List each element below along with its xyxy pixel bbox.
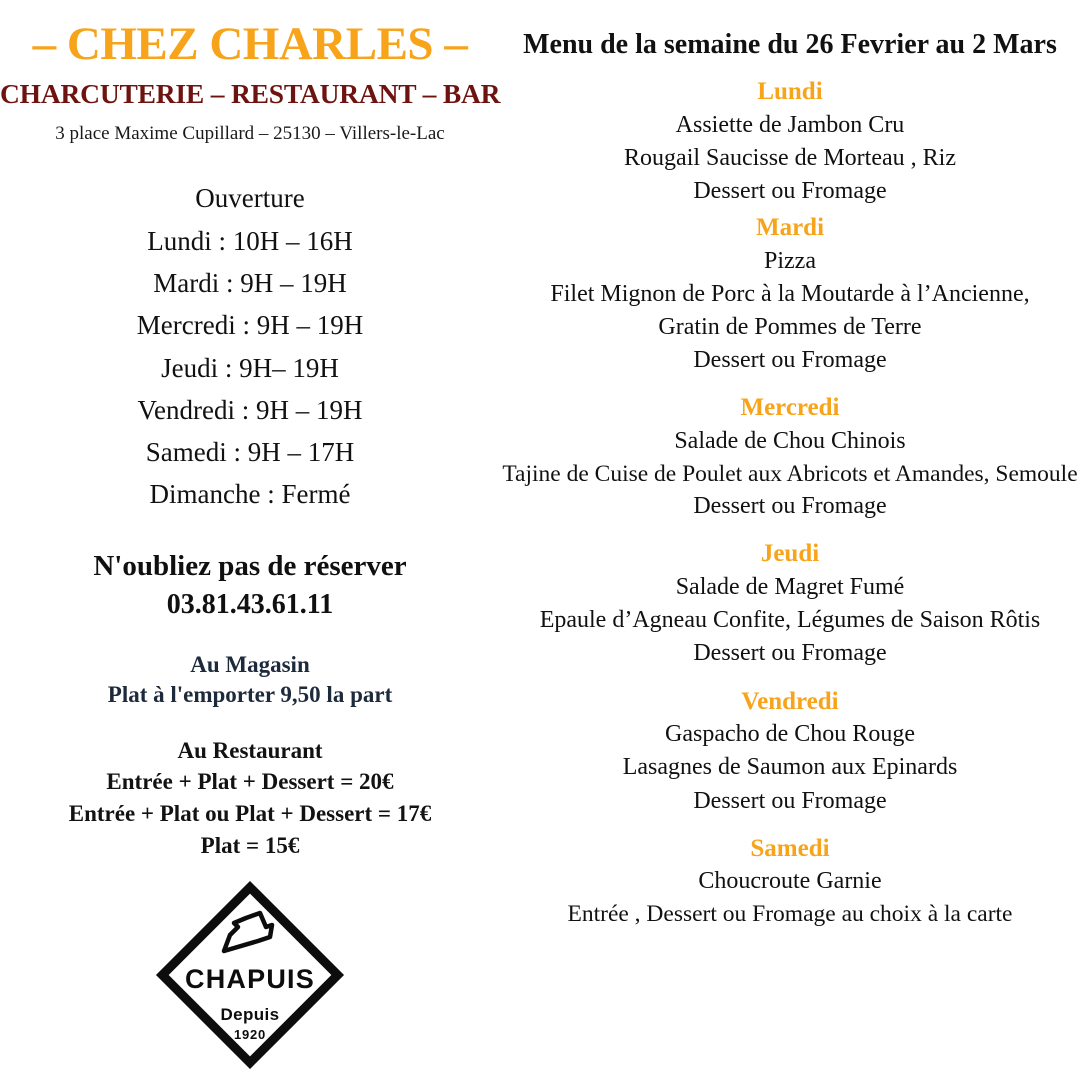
opening-hours-heading: Ouverture bbox=[195, 183, 305, 214]
reservation-phone-number[interactable]: 03.81.43.61.11 bbox=[166, 589, 334, 621]
chalet-mark-icon bbox=[224, 913, 272, 951]
dish-item: Dessert ou Fromage bbox=[693, 493, 887, 520]
day-heading-mardi: Mardi bbox=[755, 213, 825, 241]
price-main-only: Plat = 15€ bbox=[200, 832, 300, 858]
dish-item: Lasagnes de Saumon aux Epinards bbox=[622, 754, 958, 781]
logo-since-label: Depuis bbox=[220, 1005, 280, 1025]
dish-item: Salade de Magret Fumé bbox=[675, 574, 905, 601]
hours-row-mardi: Mardi : 9H – 19H bbox=[153, 268, 347, 299]
dish-item: Dessert ou Fromage bbox=[693, 640, 887, 667]
day-heading-jeudi: Jeudi bbox=[760, 540, 820, 568]
restaurant-pricing-section bbox=[0, 711, 500, 862]
day-heading-samedi: Samedi bbox=[750, 834, 830, 862]
menu-day-lundi bbox=[500, 61, 1080, 208]
restaurant-pricing-heading: Au Restaurant bbox=[177, 737, 323, 763]
hours-row-vendredi: Vendredi : 9H – 19H bbox=[137, 394, 363, 425]
takeaway-section bbox=[0, 624, 500, 711]
dish-item: Choucroute Garnie bbox=[698, 868, 882, 895]
hours-row-samedi: Samedi : 9H – 17H bbox=[145, 437, 355, 468]
dish-item: Pizza bbox=[764, 247, 816, 274]
opening-hours-section bbox=[0, 145, 500, 516]
menu-day-mercredi bbox=[500, 377, 1080, 523]
dish-item: Rougail Saucisse de Morteau , Riz bbox=[624, 144, 956, 171]
dish-item: Epaule d’Agneau Confite, Légumes de Saison Rôtis bbox=[539, 607, 1041, 634]
dish-item: Dessert ou Fromage bbox=[693, 787, 887, 814]
dish-item: Entrée , Dessert ou Fromage au choix à la carte bbox=[567, 901, 1013, 928]
chapuis-logo bbox=[0, 861, 500, 1075]
dish-item: Dessert ou Fromage bbox=[693, 177, 887, 204]
logo-brand-text: CHAPUIS bbox=[185, 964, 315, 995]
takeaway-heading: Au Magasin bbox=[190, 651, 310, 677]
day-heading-lundi: Lundi bbox=[757, 77, 823, 105]
hours-row-dimanche: Dimanche : Fermé bbox=[149, 479, 351, 510]
menu-day-vendredi bbox=[500, 671, 1080, 818]
logo-since-year: 1920 bbox=[233, 1027, 267, 1043]
hours-row-mercredi: Mercredi : 9H – 19H bbox=[136, 310, 364, 341]
menu-day-jeudi bbox=[500, 523, 1080, 670]
menu-day-samedi bbox=[500, 818, 1080, 931]
dish-item: Gratin de Pommes de Terre bbox=[658, 313, 922, 340]
hours-row-jeudi: Jeudi : 9H– 19H bbox=[161, 352, 339, 383]
reservation-headline: N'oubliez pas de réserver bbox=[93, 549, 407, 582]
price-full-menu: Entrée + Plat + Dessert = 20€ bbox=[106, 769, 394, 795]
info-column bbox=[0, 0, 500, 1080]
restaurant-tagline: CHARCUTERIE – RESTAURANT – BAR bbox=[0, 78, 501, 110]
dish-item: Dessert ou Fromage bbox=[693, 346, 887, 373]
chapuis-logo-svg bbox=[150, 875, 350, 1075]
restaurant-name: – CHEZ CHARLES – bbox=[32, 18, 468, 70]
dish-item: Tajine de Cuise de Poulet aux Abricots et Amandes, Semoule bbox=[502, 460, 1078, 487]
menu-day-mardi bbox=[500, 208, 1080, 377]
weekly-menu-column bbox=[500, 0, 1080, 1080]
weekly-menu-title: Menu de la semaine du 26 Fevrier au 2 Mars bbox=[523, 29, 1057, 60]
dish-item: Salade de Chou Chinois bbox=[674, 427, 906, 454]
reservation-section bbox=[0, 516, 500, 624]
day-heading-vendredi: Vendredi bbox=[741, 687, 839, 715]
dish-item: Gaspacho de Chou Rouge bbox=[665, 721, 915, 748]
restaurant-address: 3 place Maxime Cupillard – 25130 – Villers-le-Lac bbox=[55, 123, 445, 145]
day-heading-mercredi: Mercredi bbox=[740, 394, 840, 422]
takeaway-price-line: Plat à l'emporter 9,50 la part bbox=[107, 682, 393, 708]
price-two-course: Entrée + Plat ou Plat + Dessert = 17€ bbox=[68, 800, 432, 826]
hours-row-lundi: Lundi : 10H – 16H bbox=[147, 225, 353, 256]
dish-item: Assiette de Jambon Cru bbox=[675, 111, 905, 138]
dish-item: Filet Mignon de Porc à la Moutarde à l’Ancienne, bbox=[550, 280, 1030, 307]
